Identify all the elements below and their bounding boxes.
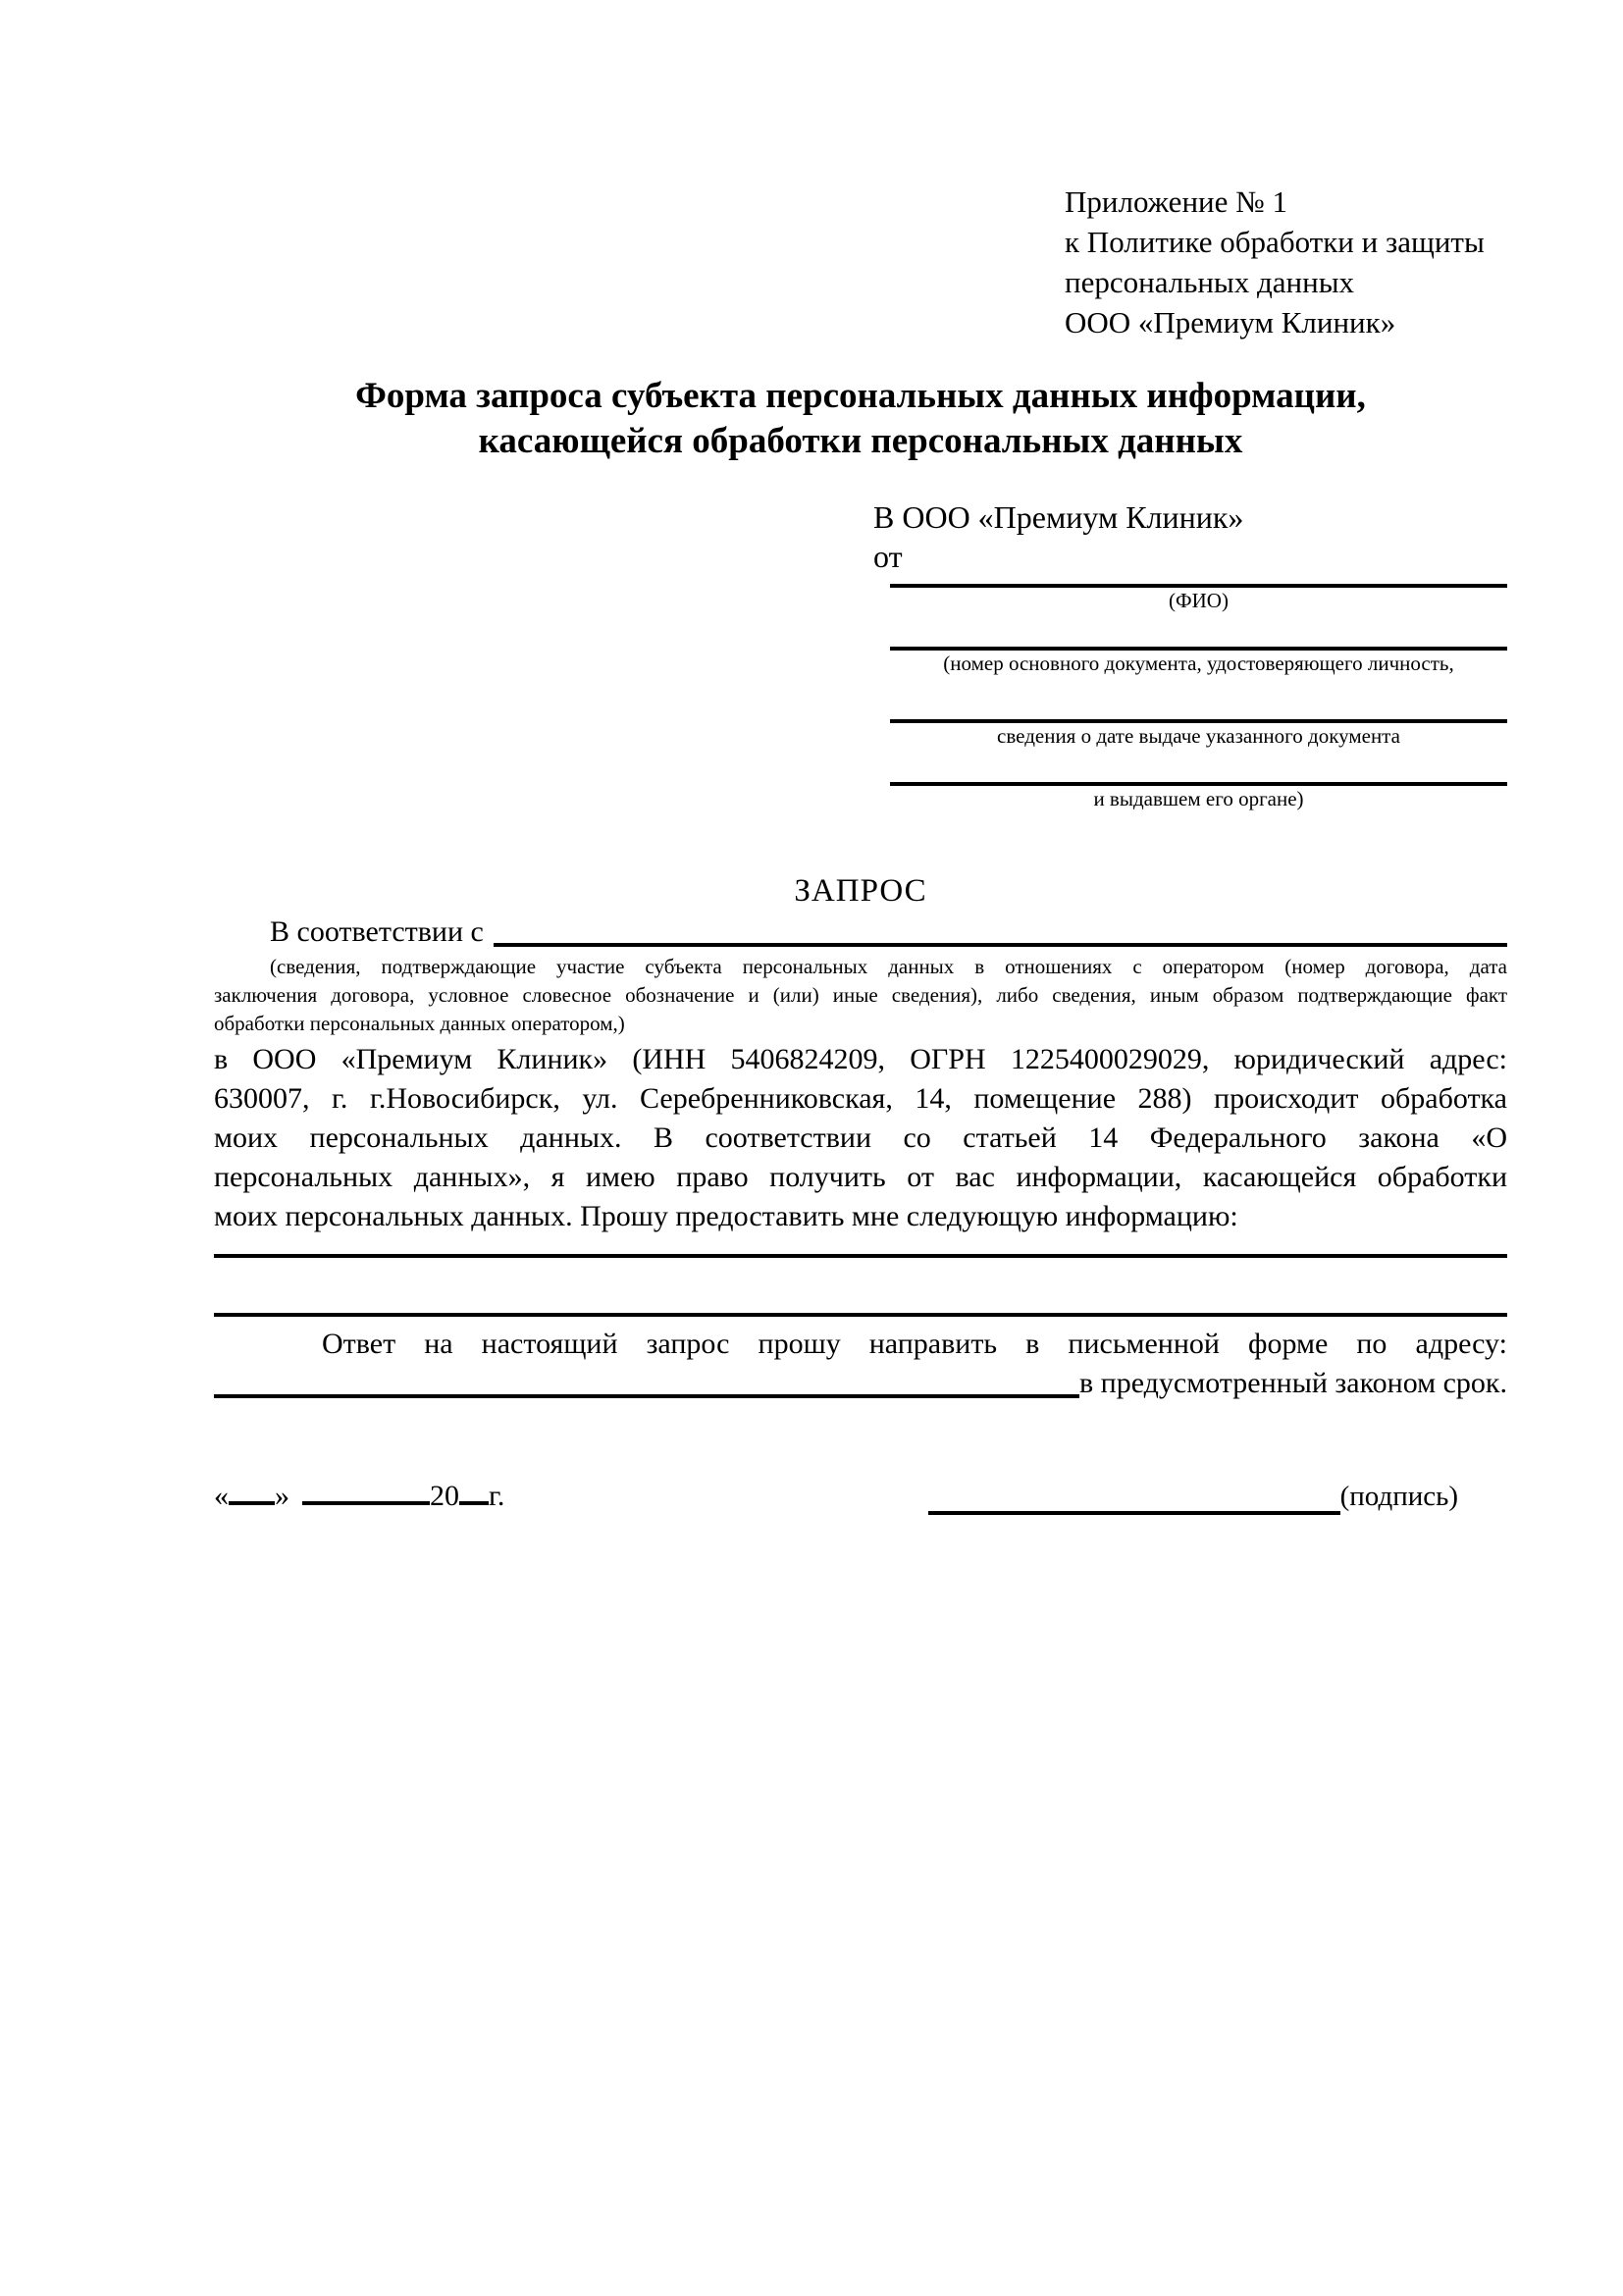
date-year-blank[interactable]	[459, 1476, 489, 1505]
request-body-line: 630007, г. г.Новосибирск, ул. Серебренниковская, 14, помещение 288) происходит обработка	[214, 1082, 1507, 1115]
info-blank-line-2[interactable]	[214, 1313, 1507, 1317]
id-doc-caption-1: (номер основного документа, удостоверяющего личность,	[943, 652, 1454, 675]
date-day-blank[interactable]	[229, 1476, 275, 1505]
date-month-blank[interactable]	[302, 1476, 430, 1505]
form-title	[214, 374, 1507, 464]
addressee-block	[873, 497, 1507, 811]
from-label: от	[873, 539, 903, 574]
request-body-line: персональных данных», я имею право получить от вас информации, касающейся обработки	[214, 1161, 1507, 1193]
id-doc-caption-2: сведения о дате выдаче указанного документа	[997, 724, 1400, 748]
signature-blank-line[interactable]	[928, 1482, 1340, 1515]
id-doc-caption-3: и выдавшем его органе)	[1093, 787, 1304, 810]
request-body-line: моих персональных данных. В соответствии со статьей 14 Федерального закона «О	[214, 1122, 1507, 1154]
fio-caption: (ФИО)	[1169, 589, 1229, 612]
compliance-prefix: В соответствии с	[270, 915, 484, 948]
fine-print-block	[214, 953, 1507, 1038]
request-heading: ЗАПРОС	[794, 873, 927, 909]
fine-print-line: заключения договора, условное словесное обозначение и (или) иные сведения), либо сведения, иным образом подтверждающие факт	[214, 983, 1507, 1007]
quote-open: «	[214, 1480, 229, 1512]
request-body	[214, 1040, 1507, 1236]
reply-tail: в предусмотренный законом срок.	[1079, 1367, 1507, 1399]
page-content	[214, 182, 1507, 1515]
date-signature-row	[214, 1476, 1507, 1515]
fine-print-line: обработки персональных данных оператором,)	[214, 1012, 625, 1035]
appendix-line: персональных данных	[1065, 265, 1355, 299]
compliance-blank-line[interactable]	[494, 943, 1507, 947]
quote-close: »	[275, 1480, 289, 1512]
signature-caption: (подпись)	[1339, 1481, 1458, 1512]
date-group	[214, 1476, 504, 1515]
year-suffix: г.	[489, 1480, 505, 1512]
appendix-block	[1065, 182, 1507, 342]
form-title-line: Форма запроса субъекта персональных данных информации,	[355, 376, 1366, 416]
info-blank-line-1[interactable]	[214, 1254, 1507, 1258]
form-title-line: касающейся обработки персональных данных	[478, 421, 1243, 461]
request-body-line: в ООО «Премиум Клиник» (ИНН 5406824209, ОГРН 1225400029029, юридический адрес:	[214, 1043, 1507, 1075]
addressee-fill-area	[890, 584, 1507, 811]
reply-address-row	[214, 1364, 1507, 1403]
request-body-line: моих персональных данных. Прошу предоставить мне следующую информацию:	[214, 1200, 1238, 1232]
appendix-line: Приложение № 1	[1065, 184, 1287, 219]
appendix-line: ООО «Премиум Клиник»	[1065, 305, 1396, 339]
reply-address-blank-line[interactable]	[214, 1394, 1079, 1398]
compliance-row	[214, 912, 1507, 953]
appendix-line: к Политике обработки и защиты	[1065, 225, 1485, 259]
fine-print-line: (сведения, подтверждающие участие субъекта персональных данных в отношениях с оператором (номер договора, дата	[270, 955, 1507, 978]
addressee-recipient: В ООО «Премиум Клиник»	[873, 499, 1244, 535]
reply-instruction: Ответ на настоящий запрос прошу направить в письменной форме по адресу:	[322, 1328, 1507, 1360]
signature-group	[928, 1478, 1458, 1515]
year-prefix: 20	[430, 1480, 459, 1512]
